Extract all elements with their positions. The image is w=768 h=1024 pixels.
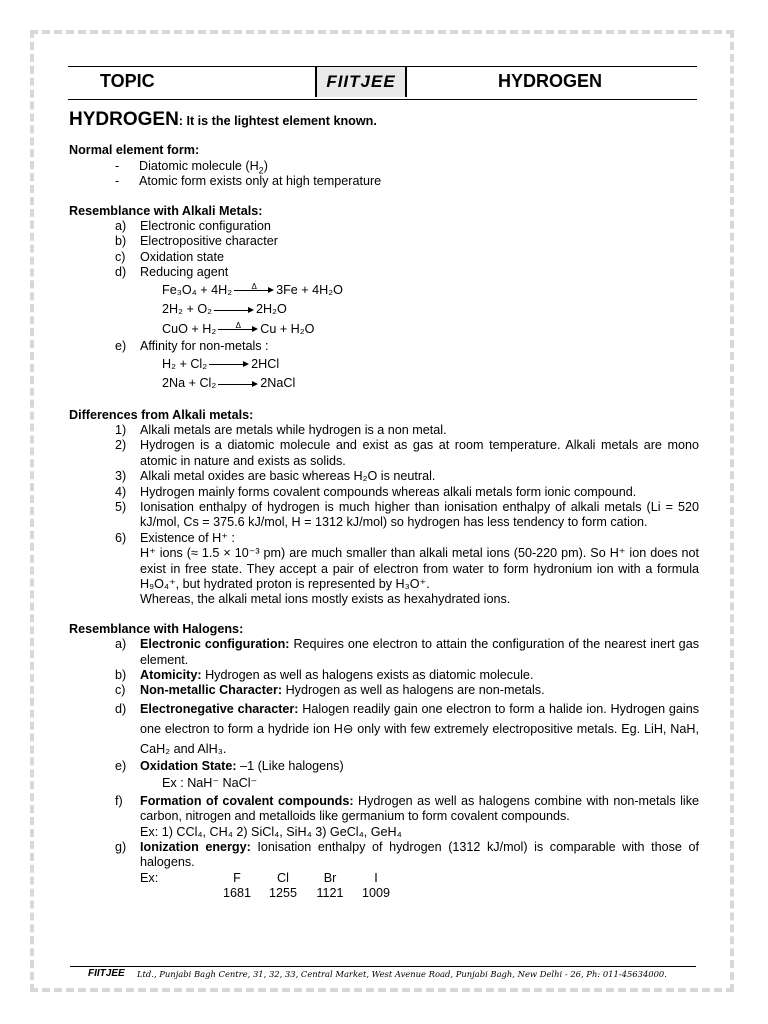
header-topic: TOPIC [100, 71, 155, 91]
equation: CuO + H₂ Δ Cu + H₂O [162, 321, 315, 336]
paragraph: H⁺ ions (≈ 1.5 × 10⁻³ pm) are much smaller than alkali metal ions (50-220 pm). So H⁺ ion does not exist in free state. They accept a pair of electron from water to form hydronium ion with a formula H₉O₄⁺, but hydrated proton is represented by H₃O⁺. [140, 546, 699, 592]
list-item: 6) Existence of H⁺ : [115, 530, 235, 545]
list-item: - Atomic form exists only at high temperature [115, 174, 382, 189]
header-subject: HYDROGEN [498, 71, 603, 91]
list-item: c) Non-metallic Character: Hydrogen as well as halogens are non-metals. [115, 683, 545, 698]
list-item: - Diatomic molecule $(H_2)$ [115, 158, 268, 176]
page-header [68, 66, 697, 100]
example: Ex: 1) CCl₄, CH₄ 2) SiCl₄, SiH₄ 3) GeCl₄, GeH₄ [140, 824, 402, 839]
document-body [69, 109, 699, 902]
fiitjee-logo: FIITJEE [315, 67, 407, 97]
section-heading-halogen-resemblance: Resemblance with Halogens: [69, 621, 244, 636]
equation: Fe₃O₄ + 4H₂ Δ 3Fe + 4H₂O [162, 282, 343, 297]
list-item: b) Electropositive character [115, 234, 278, 249]
list-item: 3) Alkali metal oxides are basic whereas H₂O is neutral. [115, 469, 436, 484]
section-heading-alkali-resemblance: Resemblance with Alkali Metals: [69, 203, 263, 218]
list-item: a) Electronic configuration: Requires one electron to attain the configuration of the nearest inert gas element. [115, 637, 699, 667]
list-item: 5) Ionisation enthalpy of hydrogen is much higher than ionisation enthalpy of alkali metals (Li = 520 kJ/mol, Cs = 375.6 kJ/mol, H = 1312 kJ/mol) so hydrogen has less tendency to form cation. [115, 500, 699, 530]
reaction-arrow-icon: Δ [218, 324, 258, 334]
reaction-arrow-icon [214, 305, 254, 315]
equation: H₂ + Cl₂ 2HCl [162, 356, 280, 371]
list-item: e) Oxidation State: –1 (Like halogens) [115, 758, 344, 773]
footer-address: Ltd., Punjabi Bagh Centre, 31, 32, 33, Central Market, West Avenue Road, Punjabi Bagh, New Delhi - 26, Ph: 011-45634000. [137, 969, 667, 979]
list-item: g) Ionization energy: Ionisation enthalpy of hydrogen (1312 kJ/mol) is comparable with those of halogens. [115, 840, 699, 870]
list-item: d) Electronegative character: Halogen readily gain one electron to form a halide ion. Hydrogen gains one electron to form a hydride ion H⊖ only with few extremely electropositive metals. Eg. LiH, NaH, CaH₂ and AlH₃. [115, 701, 699, 756]
ie-table-values: 1681 1255 1121 1009 [222, 886, 391, 901]
list-item: f) Formation of covalent compounds: Hydrogen as well as halogens combine with non-metals like carbon, nitrogen and metalloids like germanium to form covalent compounds. [115, 793, 699, 824]
reaction-arrow-icon [218, 379, 258, 389]
list-item: 2) Hydrogen is a diatomic molecule and exist as gas at room temperature. Alkali metals are mono atomic in nature and exists as solids. [115, 438, 699, 468]
list-item: b) Atomicity: Hydrogen as well as halogens exists as diatomic molecule. [115, 668, 534, 683]
section-heading-alkali-differences: Differences from Alkali metals: [69, 407, 254, 422]
list-item: c) Oxidation state [115, 249, 225, 264]
list-item: 4) Hydrogen mainly forms covalent compounds whereas alkali metals form ionic compound. [115, 484, 637, 499]
paragraph: Whereas, the alkali metal ions mostly exists as hexahydrated ions. [140, 592, 511, 607]
reaction-arrow-icon: Δ [234, 285, 274, 295]
equation: 2H₂ + O₂ 2H₂O [162, 302, 287, 317]
equation: 2Na + Cl₂ 2NaCl [162, 376, 296, 391]
reaction-arrow-icon [209, 359, 249, 369]
ie-table-header: Ex: F Cl Br I [140, 870, 378, 885]
footer-logo: FIITJEE [88, 968, 125, 979]
page-title: HYDROGEN: It is the lightest element known. [69, 109, 377, 130]
page-footer [70, 966, 696, 981]
list-item: e) Affinity for non-metals : [115, 339, 269, 354]
section-heading-normal-form: Normal element form: [69, 143, 200, 158]
list-item: d) Reducing agent [115, 265, 229, 280]
list-item: 1) Alkali metals are metals while hydrogen is a non metal. [115, 422, 447, 437]
list-item: a) Electronic configuration [115, 219, 271, 234]
example: Ex : NaH⁻ NaCl⁻ [162, 776, 258, 791]
